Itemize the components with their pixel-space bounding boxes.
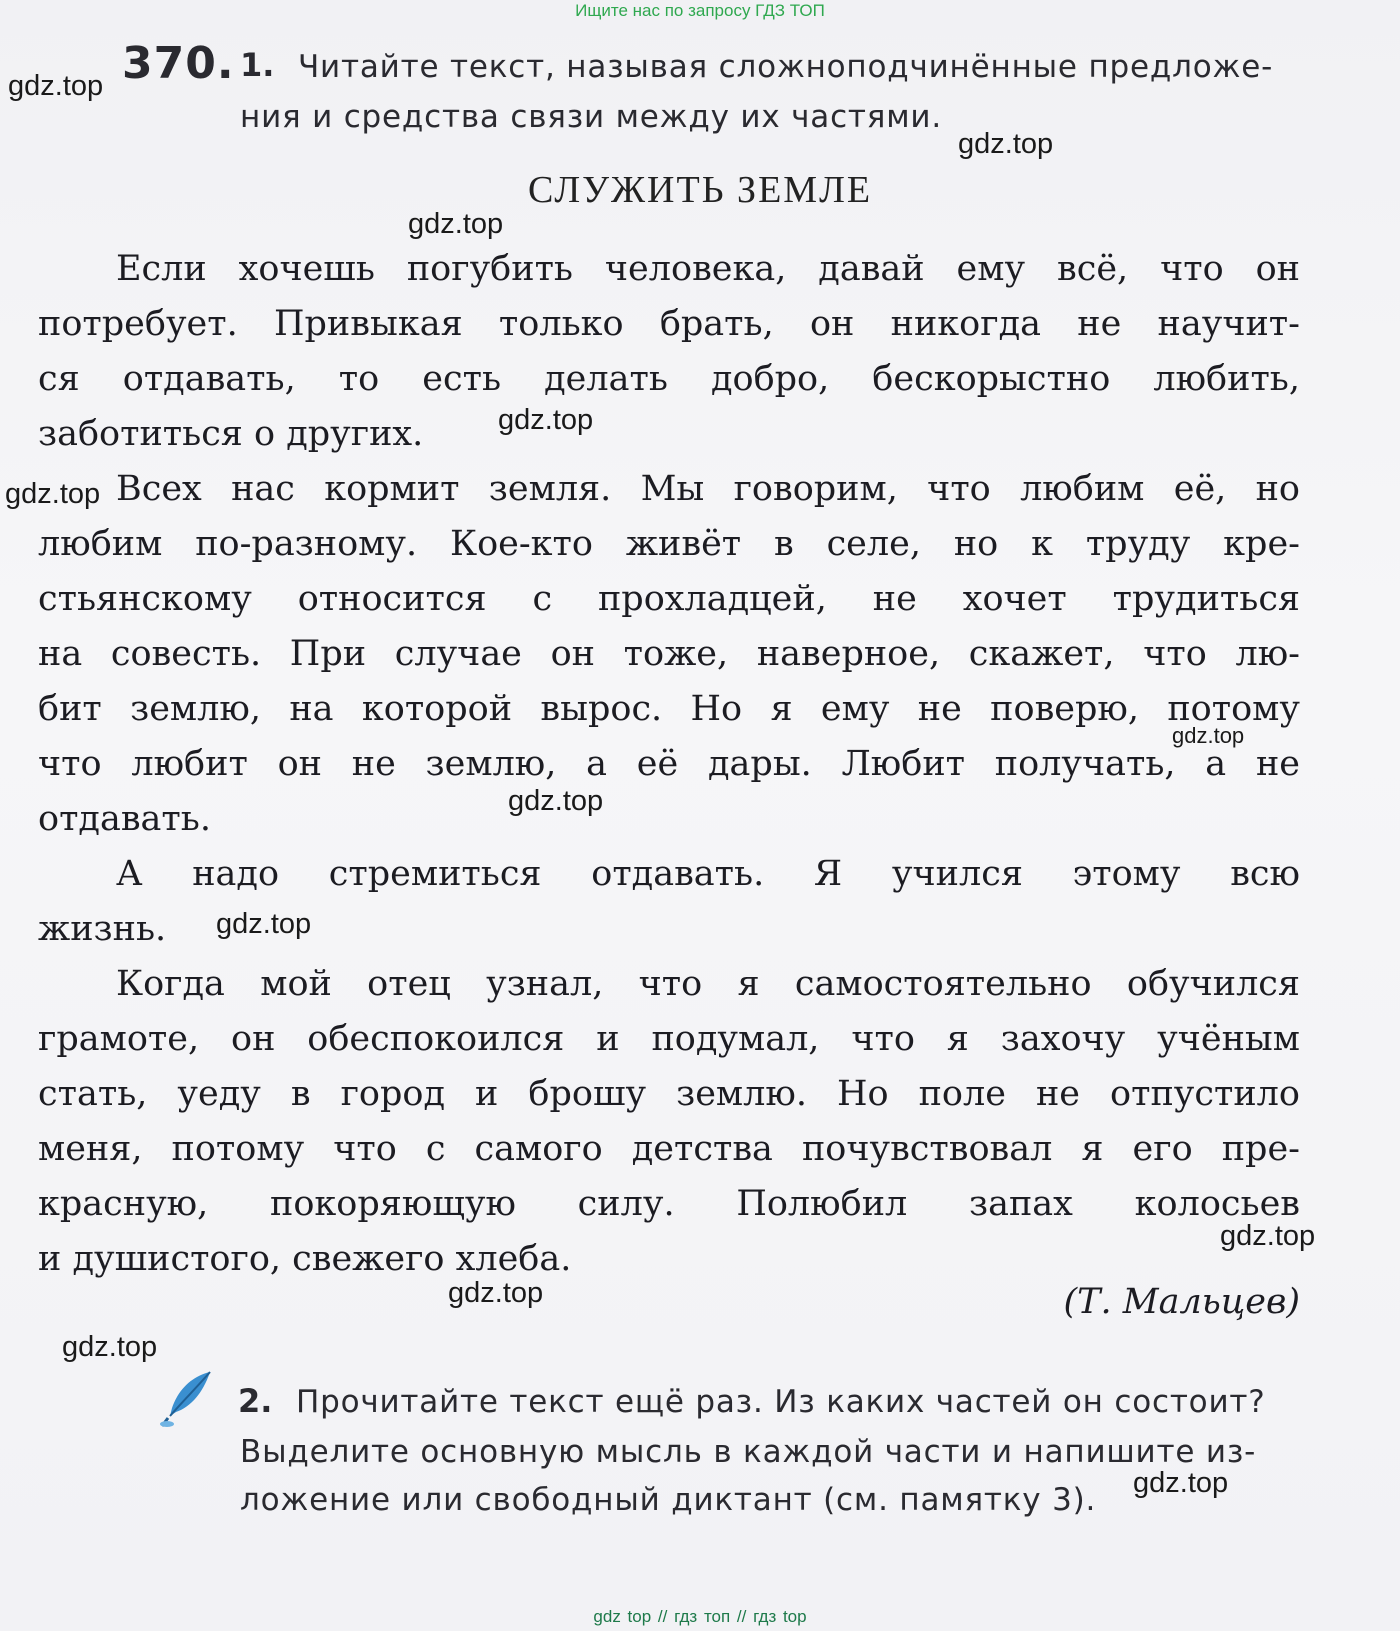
watermark: gdz.top: [62, 1331, 158, 1363]
part2-instruction-line3: ложение или свободный диктант (см. памятку 3).: [240, 1482, 1097, 1518]
top-search-banner[interactable]: Ищите нас по запросу ГДЗ ТОП: [575, 1, 825, 20]
text-line: грамоте, он обеспокоился и подумал, что я захочу учёным: [38, 1019, 1300, 1059]
text-line: потребует. Привыкая только брать, он никогда не научит-: [38, 304, 1300, 344]
text-line: красную, покоряющую силу. Полюбил запах колосьев: [38, 1184, 1300, 1224]
part1-instruction-line2: ния и средства связи между их частями.: [240, 99, 943, 135]
text-title: СЛУЖИТЬ ЗЕМЛЕ: [527, 169, 873, 211]
text-line: А надо стремиться отдавать. Я учился этому всю: [116, 854, 1300, 894]
text-line: стьянскому относится с прохладцей, не хочет трудиться: [38, 579, 1300, 619]
text-line: на совесть. При случае он тоже, наверное, скажет, что лю-: [38, 634, 1300, 674]
bottom-banner: gdz top // гдз топ // гдз top: [593, 1607, 807, 1626]
watermark: gdz.top: [1172, 723, 1245, 748]
main-text: [38, 242, 1300, 1287]
text-line: меня, потому что с самого детства почувствовал я его пре-: [38, 1129, 1300, 1169]
task-number: 370.: [122, 38, 235, 89]
part1-number: 1.: [240, 46, 275, 84]
watermark: gdz.top: [8, 70, 104, 102]
text-line: что любит он не землю, а её дары. Любит получать, а не: [38, 744, 1300, 784]
watermark: gdz.top: [408, 208, 504, 240]
text-line: отдавать.: [38, 799, 211, 839]
text-line: ся отдавать, то есть делать добро, бескорыстно любить,: [38, 359, 1300, 399]
watermark: gdz.top: [1220, 1220, 1316, 1252]
watermark: gdz.top: [5, 478, 101, 510]
text-line: стать, уеду в город и брошу землю. Но поле не отпустило: [38, 1074, 1300, 1114]
watermark: gdz.top: [448, 1277, 544, 1309]
part2-number: 2.: [238, 1382, 273, 1420]
text-line: Когда мой отец узнал, что я самостоятельно обучился: [116, 964, 1300, 1004]
text-line: Если хочешь погубить человека, давай ему всё, что он: [116, 249, 1300, 289]
part2-instruction-line1: Прочитайте текст ещё раз. Из каких частей он состоит?: [296, 1384, 1266, 1420]
watermark: gdz.top: [508, 785, 604, 817]
feather-pen-icon: [158, 1368, 218, 1430]
text-line: и душистого, свежего хлеба.: [38, 1239, 572, 1279]
text-line: любим по-разному. Кое-кто живёт в селе, но к труду кре-: [38, 524, 1300, 564]
part2-instruction-line2: Выделите основную мысль в каждой части и напишите из-: [240, 1434, 1257, 1470]
part1-instruction-line1: Читайте текст, называя сложноподчинённые предложе-: [298, 49, 1274, 85]
text-line: жизнь.: [38, 909, 167, 949]
watermark: gdz.top: [1133, 1467, 1229, 1499]
watermark: gdz.top: [498, 404, 594, 436]
text-line: заботиться о других.: [38, 414, 424, 454]
text-line: бит землю, на которой вырос. Но я ему не поверю, потому: [38, 689, 1300, 729]
author-attribution: (Т. Мальцев): [1063, 1282, 1300, 1322]
watermark: gdz.top: [216, 908, 312, 940]
text-line: Всех нас кормит земля. Мы говорим, что любим её, но: [116, 469, 1300, 509]
watermark: gdz.top: [958, 128, 1054, 160]
